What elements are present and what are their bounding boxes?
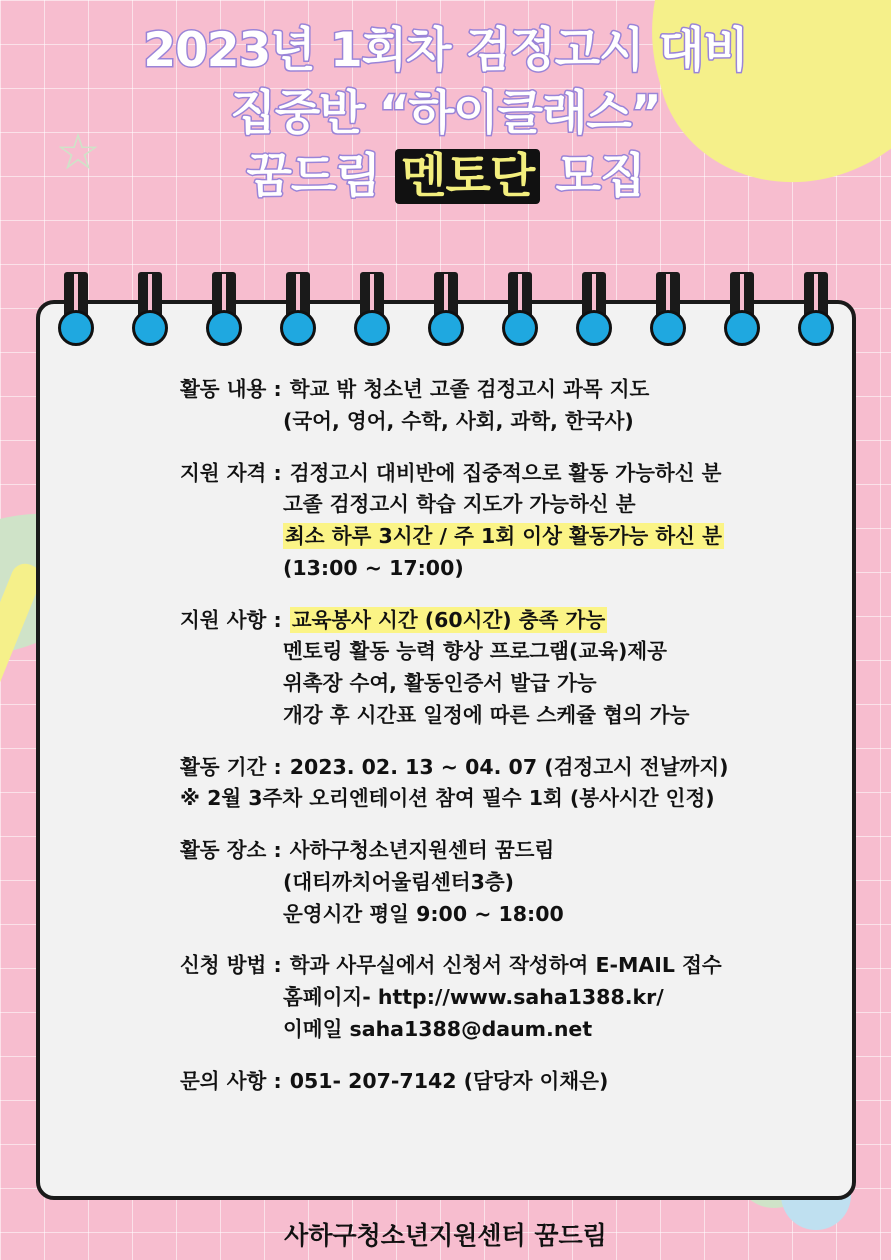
spiral-ring	[278, 272, 318, 352]
spiral-ring	[722, 272, 762, 352]
highlight-text: 최소 하루 3시간 / 주 1회 이상 활동가능 하신 분	[285, 524, 722, 549]
section-first-line: 학교 밖 청소년 고졸 검정고시 과목 지도	[289, 377, 650, 401]
title-highlight-mentor: 멘토단	[395, 149, 540, 204]
section-line: 운영시간 평일 9:00 ~ 18:00	[283, 901, 564, 926]
section-row	[80, 950, 812, 982]
spiral-ring	[130, 272, 170, 352]
section-line: (국어, 영어, 수학, 사회, 과학, 한국사)	[283, 408, 634, 433]
section-location	[80, 835, 812, 930]
spiral-ring	[352, 272, 392, 352]
poster-title	[0, 18, 891, 210]
section-line: 멘토링 활동 능력 향상 프로그램(교육)제공	[283, 639, 667, 664]
section-row	[80, 1066, 812, 1098]
spiral-ring	[426, 272, 466, 352]
section-row	[80, 458, 812, 490]
spiral-ring	[648, 272, 688, 352]
section-label: 신청 방법 :	[180, 953, 282, 978]
section-label: 활동 기간 :	[180, 754, 282, 779]
section-row	[80, 605, 812, 637]
section-label: 지원 자격 :	[180, 460, 282, 485]
section-first-line: 검정고시 대비반에 집중적으로 활동 가능하신 분	[289, 460, 722, 485]
section-first-line: 051- 207-7142 (담당자 이채은)	[289, 1068, 609, 1093]
section-label: 지원 사항 :	[180, 607, 282, 632]
spiral-ring	[574, 272, 614, 352]
title-line-3-prefix: 꿈드림	[246, 148, 396, 204]
notebook-panel	[36, 300, 856, 1200]
highlight-text: 교육봉사 시간 (60시간) 충족 가능	[291, 607, 606, 632]
section-row	[80, 835, 812, 867]
spiral-ring	[500, 272, 540, 352]
section-line-highlighted	[80, 521, 812, 553]
section-line: 위촉장 수여, 활동인증서 발급 가능	[283, 671, 597, 696]
notebook-spiral-rings	[56, 272, 836, 352]
section-line: 개강 후 시간표 일정에 따른 스케쥴 협의 가능	[283, 702, 690, 727]
section-note: ※ 2월 3주차 오리엔테이션 참여 필수 1회 (봉사시간 인정)	[180, 786, 715, 811]
section-label: 활동 장소 :	[180, 838, 282, 863]
section-label: 문의 사항 :	[180, 1068, 282, 1093]
star-icon: ☆	[55, 124, 101, 180]
section-qualification	[80, 458, 812, 585]
title-line-3	[0, 148, 891, 207]
section-line: (13:00 ~ 17:00)	[283, 555, 464, 580]
section-apply-method	[80, 950, 812, 1045]
section-label: 활동 내용 :	[180, 377, 282, 401]
email-link[interactable]: 이메일 saha1388@daum.net	[283, 1017, 593, 1042]
section-line: (대티까치어울림센터3층)	[283, 869, 515, 894]
section-first-line-highlighted	[282, 605, 607, 637]
section-first-line: 2023. 02. 13 ~ 04. 07 (검정고시 전날까지)	[289, 754, 729, 779]
section-row	[80, 374, 812, 406]
section-first-line: 학과 사무실에서 신청서 작성하여 E-MAIL 접수	[289, 953, 722, 978]
section-support	[80, 605, 812, 732]
section-line: 고졸 검정고시 학습 지도가 가능하신 분	[283, 492, 636, 517]
title-line-2: 집중반 “하이클래스”	[230, 85, 661, 141]
spiral-ring	[56, 272, 96, 352]
notebook-content	[80, 374, 812, 1098]
section-row	[80, 752, 812, 784]
section-period	[80, 752, 812, 816]
section-first-line: 사하구청소년지원센터 꿈드림	[289, 838, 555, 863]
section-activity-content	[80, 374, 812, 438]
title-line-3-suffix: 모집	[540, 148, 645, 204]
spiral-ring	[796, 272, 836, 352]
title-line-1: 2023년 1회차 검정고시 대비	[143, 23, 748, 78]
homepage-link[interactable]: 홈페이지- http://www.saha1388.kr/	[283, 985, 664, 1010]
section-contact	[80, 1066, 812, 1098]
spiral-ring	[204, 272, 244, 352]
poster-footer: 사하구청소년지원센터 꿈드림	[284, 1221, 607, 1250]
